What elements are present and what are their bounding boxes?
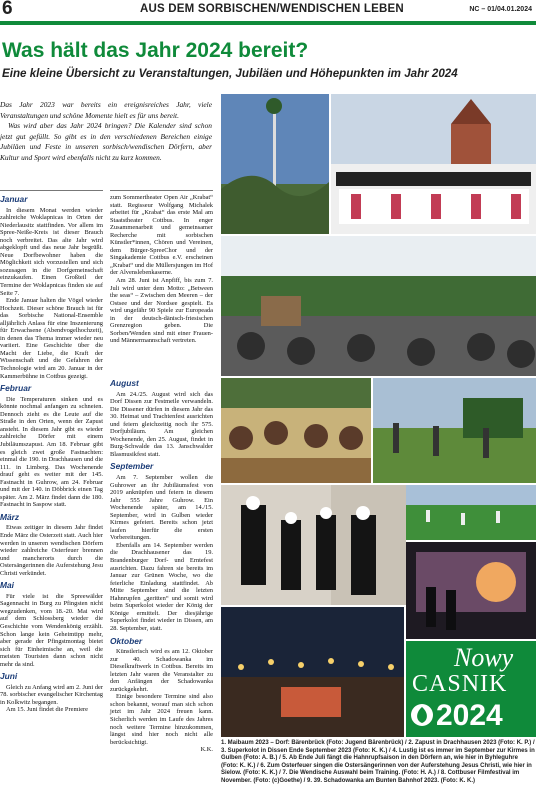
month-heading: Januar [0, 194, 28, 204]
body-paragraph: Etwas zeitiger in diesem Jahr findet Ende März die Osterzeit statt. Auch hier werden in unseren wendischen Dörfern wieder zahlreiche Osterfeuer brennen und mancherorts durch die Ostersängerinnen die Auferstehung Jesu Christi verkündet. [0, 524, 103, 577]
month-heading: Oktober [110, 635, 143, 646]
body-paragraph: zum Sommertheater Open Air „Krabat“ statt. Regisseur Wolfgang Michalek arbeitet für „Krabat“ das erste Mal am Staatstheater Cottbus. In enger Zusammenarbeit und gemeinsamer Recherche mit sorbischen Künstler*innen, Chören und Vereinen, dem Bürger-SpreeChor und der Singakademie Cottbus e.V. erscheinen „Krabat“ und die Müllersjungen im Hof der Alvenslebenkaserne. [110, 194, 213, 277]
article-intro [0, 100, 212, 163]
photo-hahnrupfen [373, 378, 536, 483]
body-paragraph: Ebenfalls am 14. September werden die Drachhausener das 19. Brandenburger Dorf- und Erntefest ausrichten. Dazu fahren sie bereits im Januar zur Grünen Woche, wo die feierliche Einladung stattfindet. Ab Mitte September sind die letzten Hahnrupfen „geritten“ und somit wird beim Superkolot wieder der König der Könige ermittelt. Der diesjährige Superkolot findet wieder in Dissen, am 28. September, statt. [110, 541, 213, 632]
photo-ostersaengerinnen [221, 485, 406, 605]
photo-kirmes [221, 378, 371, 483]
photo-zapust [331, 94, 536, 234]
photo-filmfestival [406, 542, 536, 639]
column-divider [110, 190, 213, 191]
photo-caption: 1. Maibaum 2023 – Dorf: Bärenbrück (Foto: Jugend Bärenbrück) / 2. Zapust in Drachhausen 2023 (Foto: K. P.) / 3. Superkolot in Dissen Ende September 2023 (Foto: K. K.) / 4. Lustig ist es immer im September zur Kirmes in Gulben (Foto: A. B.) / 5. Ab Ende Juli fängt die Hahnrupfsaison in den Dörfern an, wie hier in Byhleguhre (Foto: K. K.) / 6. Zum Osterfeuer singen die Ostersängerinnen von der Auferstehung Jesus Christi, wie hier in Sielow. (Foto: K. K.) / 7. Die Wendische Auswahl beim Training. (Foto: H. A.) / 8. Cottbuser Filmfestival im November. (Foto: (c)Goethe) / 9. 39. Schadowanka am Bunten Bahnhof 2023. (Foto: K. K.) [221, 740, 535, 784]
body-paragraph: Am 15. Juni findet die Premiere [6, 706, 88, 714]
calendar-promo [406, 641, 536, 737]
body-paragraph: Am 7. September wollen die Guhrower an ihr Jubiläumsfest von 2019 anknüpfen und feiern in diesem Jahr 555 Jahre Guhrow. Ein Wochenende später, am 14./15. September, wird in Gulben wieder Kirmes gefeiert. Bereits schon jetzt laufen hierfür die ersten Vorbereitungen. [110, 474, 213, 542]
body-paragraph: Für viele ist die Spreewälder Sagennacht in Burg zu Pfingsten nicht wegzudenken, vom 18.-20. Mai wird auf dem Schlossberg wieder die Geschichte vom Wendenkönig erzählt. Schon lange kein Geheimtipp mehr, aber gerade der Pfingstmontag bietet sich für Einheimische an, weil die meisten Touristen dann schon nicht mehr da sind. [0, 592, 103, 668]
article-subheadline: Eine kleine Übersicht zu Veranstaltungen, Jubiläen und Höhepunkten im Jahr 2024 [2, 67, 458, 80]
body-paragraph: Ende Januar halten die Vögel wieder Hochzeit. Dieser schöne Brauch ist für das Sorbische National-Ensemble alljährlich Anlass für eine Inszenierung für Erwachsene (Abendvogelhochzeit), in denen das Thema immer wieder neu variiert. Eine Geschichte über die Macht der Liebe, die Kraft der Wissenschaft und die Gefahren der Technologie wird am 20. Januar in der Kammerbühne in Cottbus gezeigt. [0, 297, 103, 380]
text-column-2 [110, 190, 213, 378]
article-headline: Was hält das Jahr 2024 bereit? [2, 39, 309, 62]
header-rule [0, 21, 536, 25]
month-heading: September [110, 461, 154, 472]
calendar-year: 2024 [436, 699, 503, 732]
column-divider [0, 190, 103, 191]
text-column-1 [0, 190, 103, 784]
month-heading: Februar [0, 383, 32, 394]
author-initials: K.K. [200, 746, 213, 754]
calendar-title-line2: CASNIK [412, 671, 508, 697]
issue-info: NC – 01/04.01.2024 [469, 6, 532, 13]
photo-schadowanka [221, 607, 404, 737]
body-paragraph: Am 28. Juni ist Anpfiff, bis zum 7. Juli wird unter dem Motto: „Between the seas“ – Zwischen den Meeren – der Ostsee und der Nordsee gespielt. Es wird ungefähr 90 Spiele zur Europeada in der deutsch-dänisch-friesischen Grenzregion geben. Die Sorben/Wenden sind mit einer Frauen- und Männermannschaft vertreten. [110, 277, 213, 345]
leaf-icon [410, 703, 434, 727]
photo-training [406, 485, 536, 540]
body-paragraph: In diesem Monat werden wieder zahlreiche Woklapnicas in Orten der Niederlausitz stattfinden. Vor allem im Spree-Neiße-Kreis ist dieser Brauch noch verbreitet. Das alte Jahr wird abgeklopft und das neue Jahr begrüßt. Neue Dorfbewohner haben die Möglichkeit sich vorzustellen und sich sozusagen in die Dorfgemeinschaft einzukaufen. Einen Großteil der Termine der Woklapnicas finden sie auf Seite 7. [0, 206, 103, 297]
body-paragraph: Gleich zu Anfang wird am 2. Juni der 78. sorbischer evangelischer Kirchentag in Kolkwitz begangen. [0, 683, 103, 706]
body-paragraph: Die Temperaturen sinken und es könnte nochmal anfangen zu schneien. Dennoch zieht es die Leute auf die Straße in den Orten, wenn der Zapust ansteht. In diesem Jahr gibt es wieder zahlreiche Dörfer mit einem Jubiläumszapust. Am 18. Februar gibt es gleich zwei große Fastnachten: einmal die 190. in Drachhausen und die 111. in Limberg. Das Wochenende drauf geht es weiter mit der 145. Fastnacht in Guhrow, am 24. Februar und mit der 140. in Döbbrick einen Tag später. Am 2. März findet dann die 180. Fastnacht in Saspow statt. [0, 395, 103, 509]
photo-maibaum [221, 94, 329, 234]
body-paragraph: Am 24./25. August wird sich das Dorf Dissen zur Festmeile verwandeln. Die Dissener dürfen in diesem Jahr das 30. Heimat und Trachtenfest ausrichten und feiern gleichzeitig noch ihr 575. Dorfjubiläum. Am gleichen Wochenende, den 25. August, findet in Burg-Schwalde das 13. Janschwalder Blasmusikfest statt. [110, 390, 213, 458]
intro-paragraph: Das Jahr 2023 war bereits ein ereignisreiches Jahr, viele Veranstaltungen und schöne Momente hielt es für uns bereit. [0, 100, 212, 120]
intro-paragraph: Was wird aber das Jahr 2024 bringen? Die Kalender sind schon jetzt gut gefüllt. So gibt es in den verschiedenen Bereichen einige Jubiläen und Feste in unseren sorbisch/wendischen Dörfern, aber Kultur und Sport wird ebenfalls nicht zu kurz kommen. [0, 121, 212, 162]
section-title: AUS DEM SORBISCHEN/WENDISCHEN LEBEN [140, 3, 404, 15]
photo-superkolot [221, 236, 536, 376]
month-heading: Juni [0, 671, 18, 682]
month-heading: März [0, 511, 20, 522]
page-number: 6 [2, 0, 13, 19]
body-paragraph: Künstlerisch wird es am 12. Oktober zur 40. Schadowanka im Dieselkraftwerk in Cottbus. Bereits im letzten Jahr waren die Veranstalter zu den Anfängen der Schadowanka zurückgekehrt. [110, 648, 213, 693]
month-heading: Mai [0, 580, 14, 591]
text-column-2b [110, 378, 213, 754]
page-header [0, 0, 536, 22]
calendar-title-line1: Nowy [454, 643, 514, 672]
body-paragraph: Einige besondere Termine sind also schon bekannt, worauf man sich schon jetzt im Jahr 2024 freuen kann. Sicherlich werden im Laufe des Jahres noch weitere Termine hinzukommen, längst sind hier noch nicht alle berücksichtigt. [110, 693, 213, 746]
month-heading: August [110, 378, 139, 388]
